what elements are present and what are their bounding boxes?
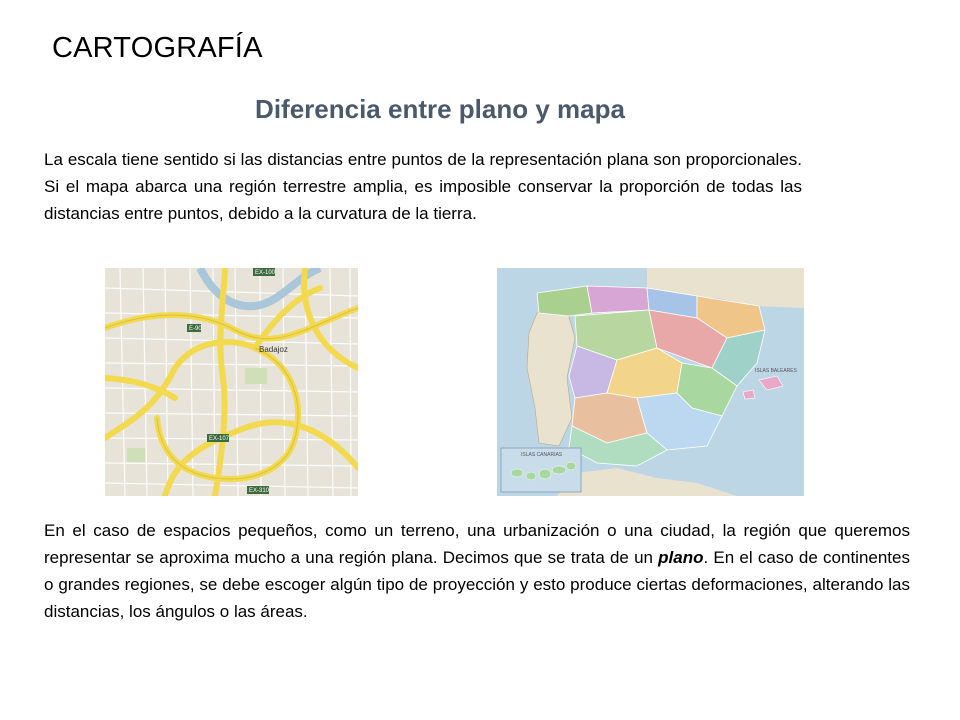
scale-paragraph: La escala tiene sentido si las distancias entre puntos de la representación plana son proporcionales. Si el mapa abarca una región terrestre amplia, es imposible conservar la proporción de todas las distancias entre puntos, debido a la curvatura de la tierra.: [44, 150, 802, 223]
paragraph2-after: . En el caso de continentes o grandes regiones, se debe escoger algún tipo de proyección y esto produce ciertas deformaciones, alterando las distancias, los ángulos o las áreas.: [44, 548, 910, 621]
baleares-label: ISLAS BALEARES: [755, 368, 797, 374]
road-label: EX-100: [255, 270, 276, 276]
city-label: Badajoz: [259, 345, 288, 354]
road-label: EX-107: [209, 436, 230, 442]
plane-map-paragraph: [44, 517, 910, 625]
spain-political-map: [497, 268, 804, 496]
canarias-label: ISLAS CANARIAS: [521, 452, 563, 458]
road-label: E-90: [189, 326, 202, 332]
road-label: EX-310: [249, 488, 270, 494]
slide-subtitle: Diferencia entre plano y mapa: [255, 94, 625, 124]
city-street-map: [105, 268, 358, 496]
slide-title: CARTOGRAFÍA: [52, 32, 263, 64]
paragraph2-before: En el caso de espacios pequeños, como un terreno, una urbanización o una ciudad, la región que queremos representar se aproxima mucho a una región plana. Decimos que se trata de un: [44, 521, 910, 567]
plano-emphasis: plano: [658, 548, 704, 567]
